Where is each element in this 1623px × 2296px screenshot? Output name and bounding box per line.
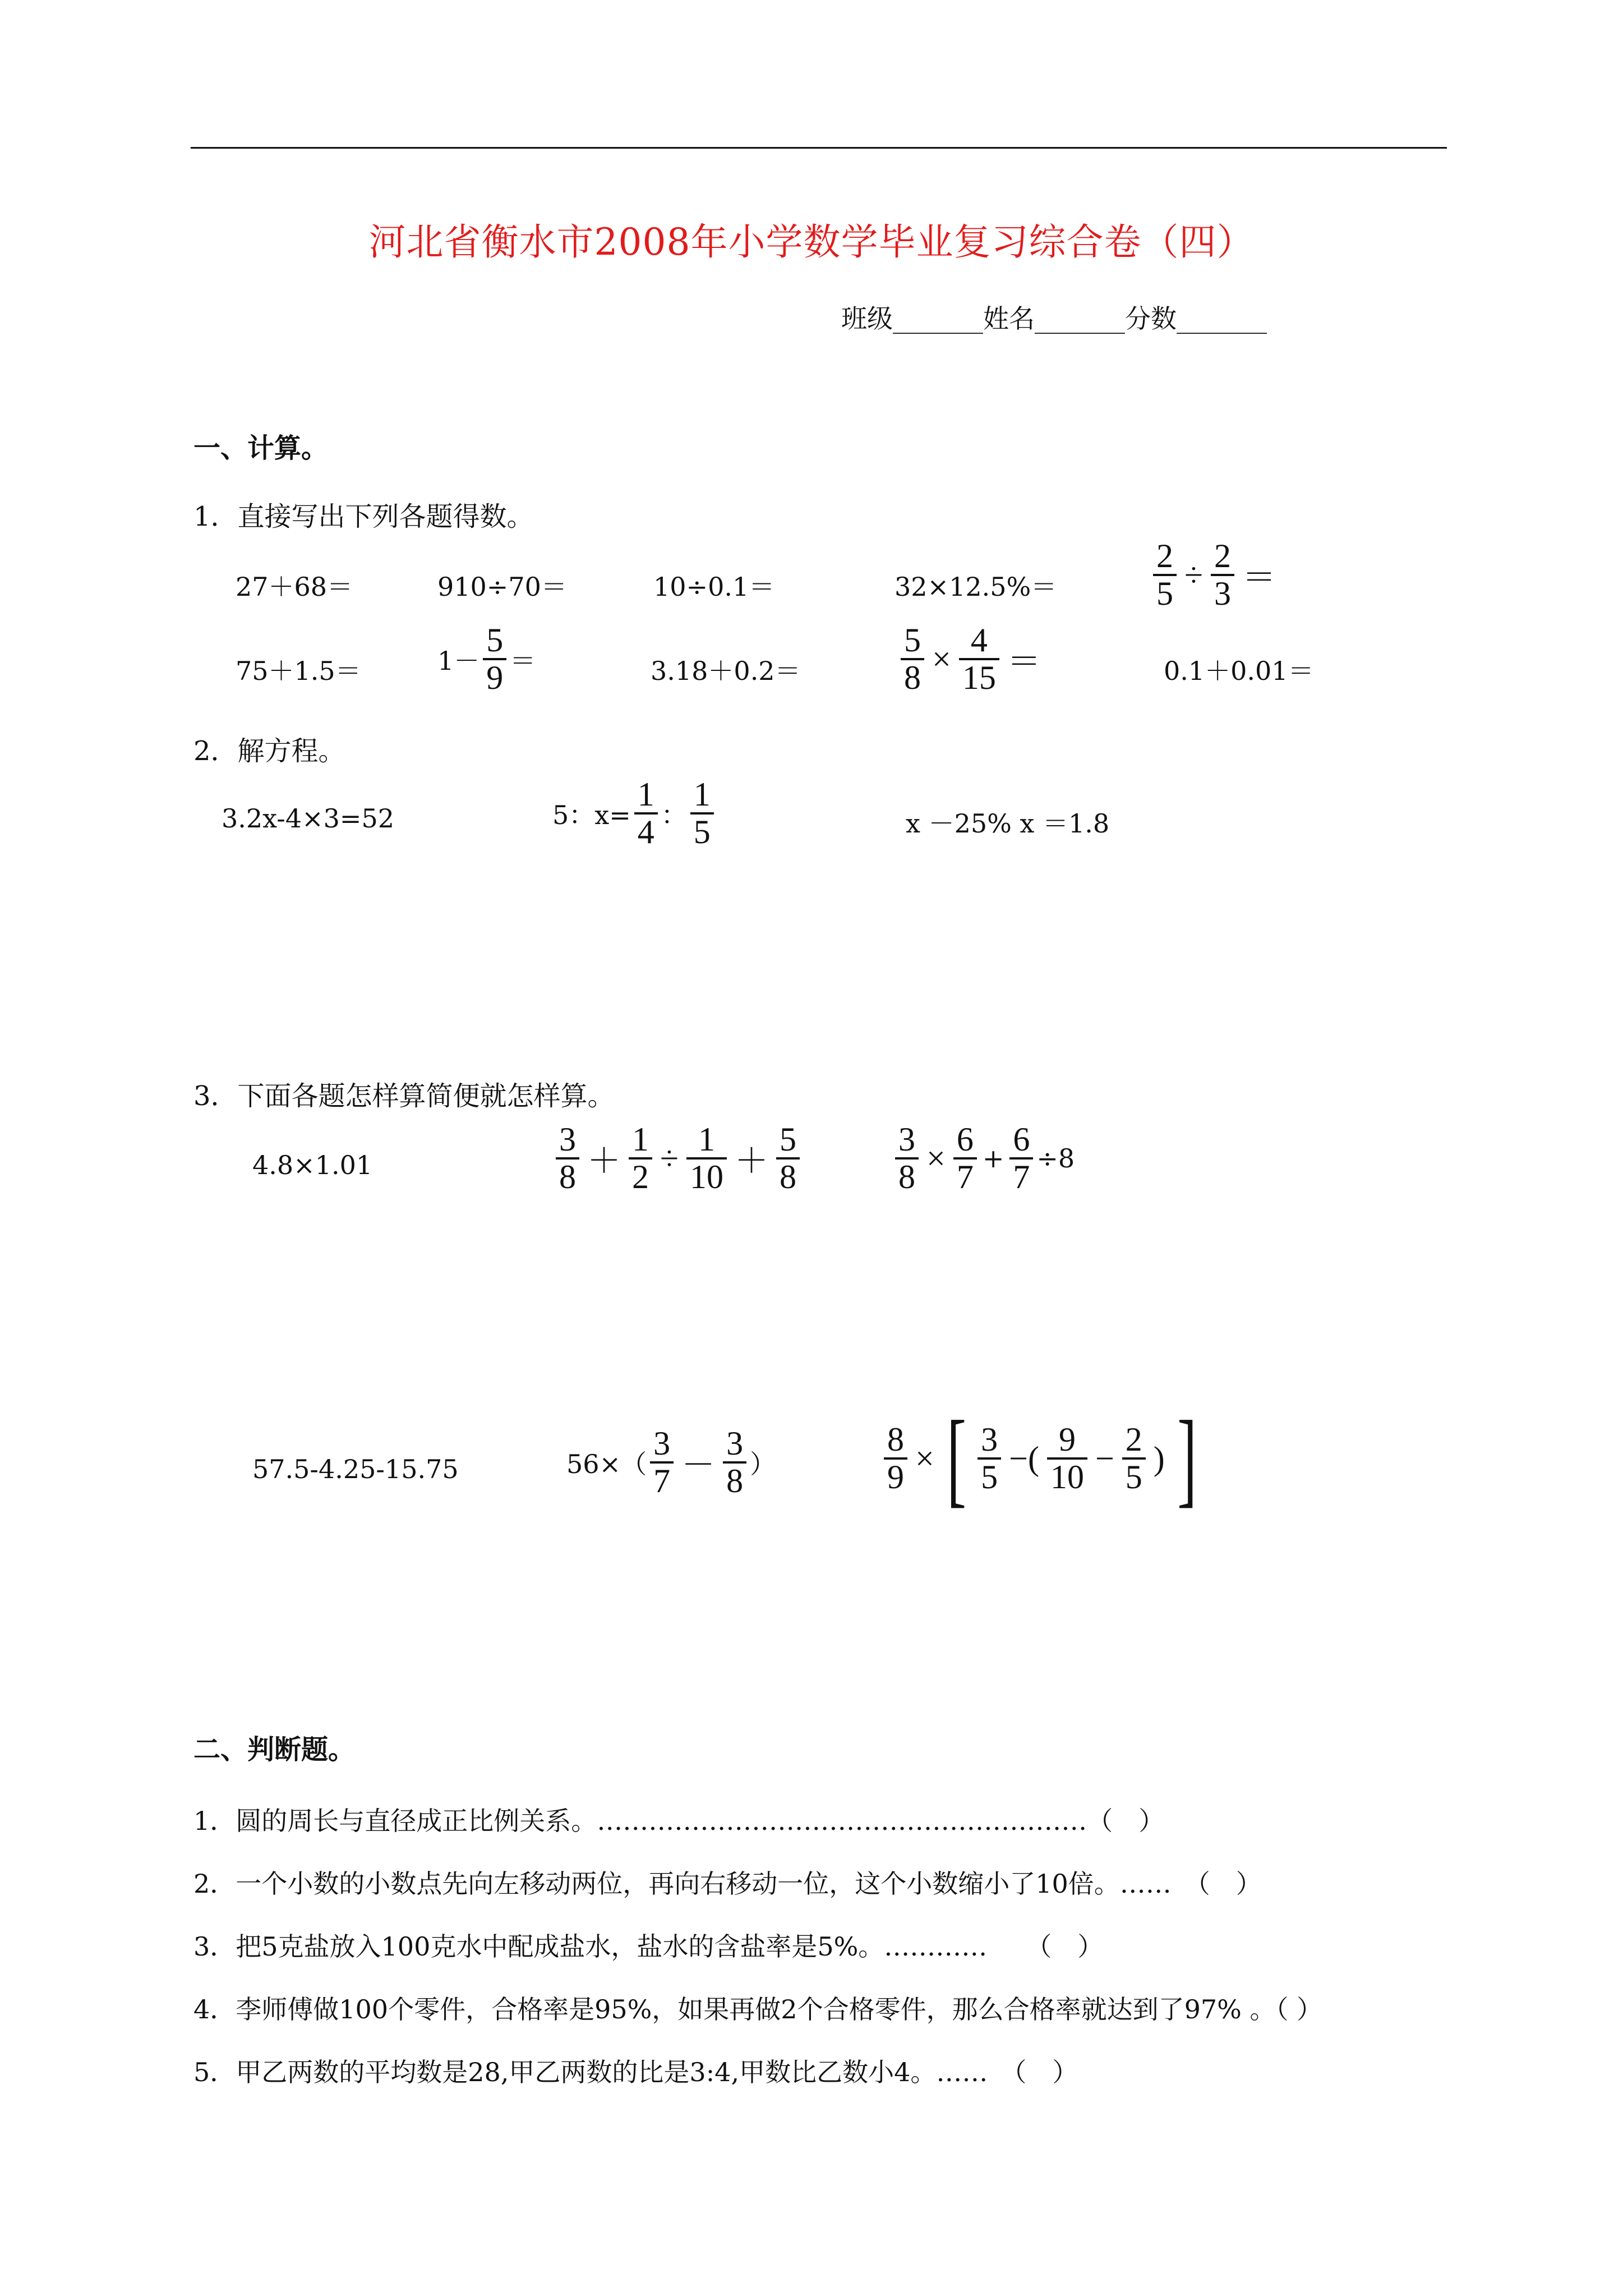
fraction: $\frac{3}{8}$ xyxy=(723,1426,746,1499)
section2-heading: 二、判断题。 xyxy=(193,1734,356,1765)
fraction: $\frac{4}{15}$ xyxy=(959,623,999,696)
q1-i: $\frac{5}{8}$ × $\frac{4}{15}$ ＝ xyxy=(897,623,1045,696)
fraction: $\frac{6}{7}$ xyxy=(953,1122,977,1195)
fraction: $\frac{1}{4}$ xyxy=(634,777,658,850)
fraction: $\frac{2}{5}$ xyxy=(1153,539,1177,611)
left-bracket: [ xyxy=(947,1400,966,1517)
fraction: $\frac{3}{8}$ xyxy=(556,1122,579,1195)
q2-b: 5：x= $\frac{1}{4}$ ： $\frac{1}{5}$ xyxy=(552,777,717,850)
q2-c: x －25% x ＝1.8 xyxy=(906,808,1110,839)
fraction: $\frac{5}{8}$ xyxy=(901,623,924,696)
fraction: $\frac{1}{10}$ xyxy=(686,1122,727,1195)
fraction: $\frac{9}{10}$ xyxy=(1047,1422,1087,1495)
fraction: $\frac{3}{5}$ xyxy=(978,1422,1001,1495)
q1-c: 10÷0.1＝ xyxy=(653,572,775,602)
fraction: $\frac{8}{9}$ xyxy=(884,1422,907,1495)
top-rule xyxy=(191,147,1447,149)
q3-prompt: 3．下面各题怎样算简便就怎样算。 xyxy=(193,1080,615,1112)
score-blank[interactable]: _______ xyxy=(1177,303,1267,334)
class-label: 班级 xyxy=(841,303,893,334)
q1-f: 75＋1.5＝ xyxy=(236,656,361,686)
judge-item-1: 1．圆的周长与直径成正比例关系。…………………………………………………（ ） xyxy=(193,1806,1165,1836)
q3-d: 57.5-4.25-15.75 xyxy=(252,1454,459,1484)
q3-c: $\frac{3}{8}$ × $\frac{6}{7}$ + $\frac{6}{7}$ ÷8 xyxy=(892,1122,1075,1195)
page-title: 河北省衡水市2008年小学数学毕业复习综合卷（四） xyxy=(368,220,1255,264)
q3-a: 4.8×1.01 xyxy=(252,1150,373,1180)
class-blank[interactable]: _______ xyxy=(893,303,983,334)
q1-a: 27＋68＝ xyxy=(236,572,353,602)
judge-item-2: 2．一个小数的小数点先向左移动两位，再向右移动一位，这个小数缩小了10倍。…… （ ） xyxy=(193,1869,1262,1899)
fraction: $\frac{2}{3}$ xyxy=(1211,539,1234,611)
student-info-fields xyxy=(841,298,1267,335)
q2-a: 3.2x-4×3=52 xyxy=(222,803,394,834)
q1-b: 910÷70＝ xyxy=(437,572,567,602)
fraction: $\frac{5}{8}$ xyxy=(776,1122,800,1195)
q1-prompt: 1．直接写出下列各题得数。 xyxy=(193,501,534,532)
judge-item-3: 3．把5克盐放入100克水中配成盐水，盐水的含盐率是5%。………… （ ） xyxy=(193,1931,1104,1962)
q3-f: $\frac{8}{9}$ × [ $\frac{3}{5}$ −( $\frac{9}{10}$ − $\frac{2}{5}$ ) ] xyxy=(880,1402,1205,1515)
score-label: 分数 xyxy=(1125,303,1177,334)
q1-j: 0.1＋0.01＝ xyxy=(1164,656,1314,686)
judge-item-4: 4．李师傅做100个零件，合格率是95%，如果再做2个合格零件，那么合格率就达到了97% 。（ ） xyxy=(193,1994,1323,2024)
q1-d: 32×12.5%＝ xyxy=(895,572,1057,602)
q1-g: 1－ $\frac{5}{9}$ ＝ xyxy=(437,622,536,696)
fraction: $\frac{1}{5}$ xyxy=(690,777,714,850)
fraction: $\frac{3}{7}$ xyxy=(650,1426,674,1499)
q1-e: $\frac{2}{5}$ ÷ $\frac{2}{3}$ ＝ xyxy=(1150,539,1280,611)
fraction: $\frac{1}{2}$ xyxy=(629,1122,652,1195)
fraction: $\frac{6}{7}$ xyxy=(1009,1122,1033,1195)
section1-heading: 一、计算。 xyxy=(193,432,329,464)
q1-h: 3.18＋0.2＝ xyxy=(651,656,801,686)
right-bracket: ] xyxy=(1177,1400,1197,1517)
fraction: $\frac{5}{9}$ xyxy=(483,623,506,696)
name-blank[interactable]: _______ xyxy=(1035,303,1125,334)
name-label: 姓名 xyxy=(983,303,1035,334)
fraction: $\frac{3}{8}$ xyxy=(895,1122,919,1195)
q2-prompt: 2．解方程。 xyxy=(193,735,345,767)
q3-e: 56×（ $\frac{3}{7}$ － $\frac{3}{8}$ ） xyxy=(566,1425,776,1499)
q3-b: $\frac{3}{8}$ ＋ $\frac{1}{2}$ ÷ $\frac{1}{10}$ ＋ $\frac{5}{8}$ xyxy=(552,1122,803,1195)
fraction: $\frac{2}{5}$ xyxy=(1122,1422,1146,1495)
judge-item-5: 5．甲乙两数的平均数是28,甲乙两数的比是3:4,甲数比乙数小4。…… （ ） xyxy=(193,2057,1078,2087)
